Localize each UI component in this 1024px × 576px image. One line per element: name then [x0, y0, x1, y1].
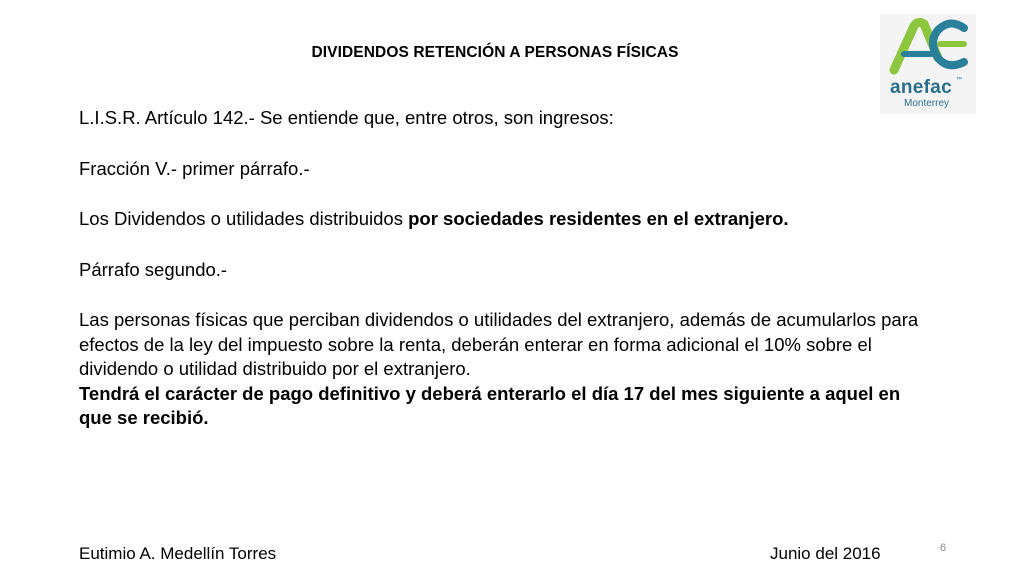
paragraph-individuals: Las personas físicas que perciban dividendos o utilidades del extranjero, además de acumularlos para efectos de la ley del impuesto sobre la renta, deberán enterar en forma adicional el 10% sobre el dividendo o utilidad distribuido por el extranjero.	[79, 309, 919, 379]
paragraph-dividends-normal: Los Dividendos o utilidades distribuidos	[79, 208, 409, 229]
paragraph-dividends	[79, 207, 929, 232]
slide-title: DIVIDENDOS RETENCIÓN A PERSONAS FÍSICAS	[311, 44, 679, 61]
logo-wordmark: anefac	[890, 77, 953, 98]
slide-body	[79, 106, 929, 431]
paragraph-fraction: Fracción V.- primer párrafo.-	[79, 157, 310, 179]
paragraph-definitive-payment: Tendrá el carácter de pago definitivo y deberá enterarlo el día 17 del mes siguiente a aquel en que se recibió.	[79, 382, 901, 428]
anefac-logo	[880, 14, 976, 114]
logo-subtitle: Monterrey	[904, 98, 950, 109]
page-number: 6	[940, 542, 947, 554]
paragraph-second: Párrafo segundo.-	[79, 258, 228, 280]
footer-author: Eutimio A. Medellín Torres	[79, 544, 277, 563]
paragraph-dividends-bold: por sociedades residentes en el extranjero.	[408, 208, 789, 229]
footer-date: Junio del 2016	[770, 544, 881, 563]
logo-trademark: ™	[956, 77, 962, 83]
paragraph-article: L.I.S.R. Artículo 142.- Se entiende que, entre otros, son ingresos:	[79, 107, 614, 128]
